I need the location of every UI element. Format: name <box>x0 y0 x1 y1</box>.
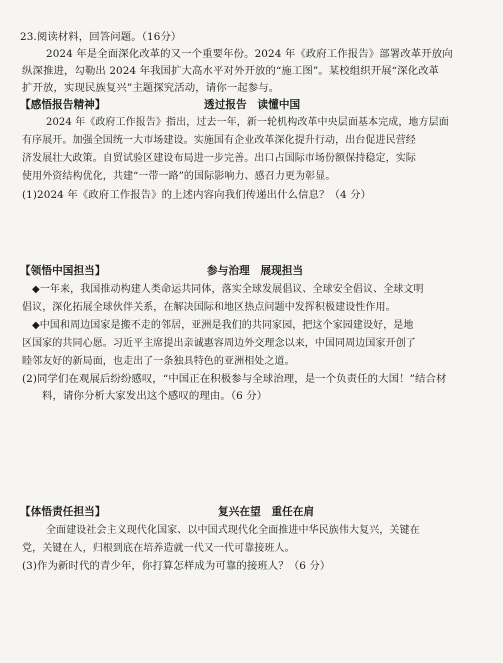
intro-line: 扩开放，实现民族复兴”主题探究活动，请你一起参与。 <box>22 82 280 94</box>
material-line: 有序展开。加强全国统一大市场建设。实施国有企业改革深化提升行动，出台促进民营经 <box>22 135 416 146</box>
material-line: 倡议，深化拓展全球伙伴关系，在解决国际和地区热点问题中发挥积极建设性作用。 <box>22 302 396 313</box>
sub-question-3: (3)作为新时代的青少年，你打算怎样成为可靠的接班人？（6 分） <box>22 560 331 572</box>
sub-question-2-cont: 料，请你分析大家发出这个感叹的理由。（6 分） <box>42 390 268 402</box>
intro-line: 2024 年是全面深化改革的又一个重要年份。2024 年《政府工作报告》部署改革开放向 <box>46 48 453 60</box>
section-title: 参与治理 展现担当 <box>207 265 304 277</box>
material-line: 区国家的共同心愿。习近平主席提出亲诚惠容周边外交理念以来，中国同周边国家开创了 <box>22 338 416 349</box>
sub-question-1: (1)2024 年《政府工作报告》的上述内容向我们传递出什么信息？（4 分） <box>22 189 372 201</box>
material-line: 睦邻友好的新局面，也走出了一条独具特色的亚洲相处之道。 <box>22 356 295 367</box>
material-line: 党，关键在人，归根到底在培养造就一代又一代可靠接班人。 <box>22 543 295 554</box>
section-title: 复兴在望 重任在肩 <box>218 506 315 518</box>
sub-question-2: (2)同学们在观展后纷纷感叹，“中国正在积极参与全球治理，是一个负责任的大国！”结合材 <box>22 373 447 385</box>
section-title: 透过报告 读懂中国 <box>204 99 301 111</box>
question-heading: 23.阅读材料，回答问题。（16分） <box>20 31 182 43</box>
intro-line: 纵深推进，勾勒出 2024 年我国扩大高水平对外开放的“施工图”。某校组织开展“深化改革 <box>22 65 440 77</box>
section-tag: 【体悟责任担当】 <box>20 506 106 518</box>
material-line: ◆一年来，我国推动构建人类命运共同体，落实全球发展倡议、全球安全倡议、全球文明 <box>32 284 424 295</box>
section-tag: 【感悟报告精神】 <box>20 99 106 111</box>
material-line: 使用外资结构优化，共建“一带一路”的国际影响力、感召力更为彰显。 <box>22 171 336 182</box>
section-tag: 【领悟中国担当】 <box>20 265 106 277</box>
material-line: ◆中国和周边国家是搬不走的邻居，亚洲是我们的共同家园，把这个家园建设好，是地 <box>32 320 414 331</box>
material-line: 济发展壮大政策。自贸试验区建设布局进一步完善。出口占国际市场份额保持稳定，实际 <box>22 153 416 164</box>
material-line: 全面建设社会主义现代化国家、以中国式现代化全面推进中华民族伟大复兴，关键在 <box>46 525 420 536</box>
material-line: 2024 年《政府工作报告》指出，过去一年，新一轮机构改革中央层面基本完成，地方层面 <box>46 117 449 128</box>
